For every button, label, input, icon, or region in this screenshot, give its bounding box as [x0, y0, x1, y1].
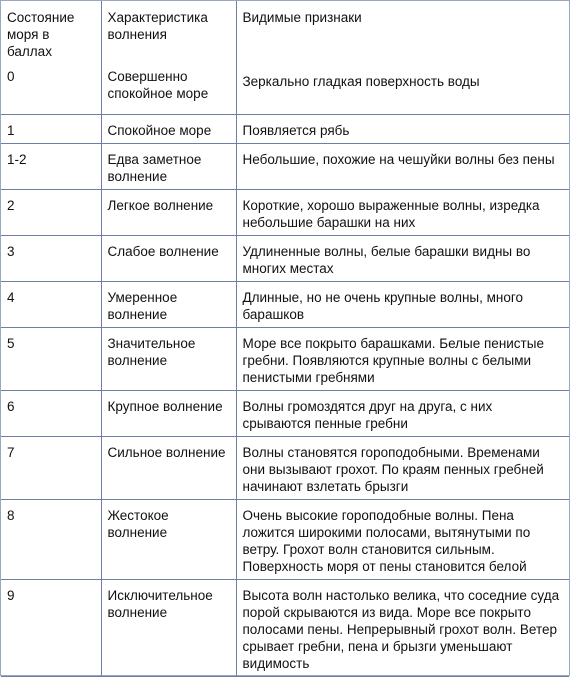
table-header-row	[1, 1, 569, 64]
row-signs: Появляется рябь	[236, 114, 569, 143]
header-sea-state	[1, 1, 101, 64]
row-score: 5	[1, 327, 101, 390]
table-row	[1, 64, 569, 114]
row-signs: Короткие, хорошо выраженные волны, изредка небольшие барашки на них	[236, 189, 569, 235]
row-name: Исключительное волнение	[101, 579, 236, 676]
row-name: Значительное волнение	[101, 327, 236, 390]
row-name: Жестокое волнение	[101, 499, 236, 579]
row-score: 7	[1, 436, 101, 499]
row-signs: Высота волн настолько велика, что соседние суда порой скрываются из вида. Море все покрыто полосами пены. Непрерывный грохот волн. Ветер срывает гребни, пена и брызги уменьшают видимость	[236, 579, 569, 676]
row-name: Крупное волнение	[101, 390, 236, 436]
table-row	[1, 281, 569, 327]
row-score: 3	[1, 235, 101, 281]
table-row	[1, 390, 569, 436]
table-row	[1, 143, 569, 189]
row-score: 2	[1, 189, 101, 235]
row-signs: Очень высокие гороподобные волны. Пена ложится широкими полосами, вытянутыми по ветру. Грохот волн становится сильным. Поверхность моря от пены становится белой	[236, 499, 569, 579]
table-row	[1, 436, 569, 499]
header-visible-signs-label: Видимые признаки	[242, 10, 362, 25]
row-score: 9	[1, 579, 101, 676]
row-name: Совершенно спокойное море	[101, 64, 236, 114]
row-signs: Волны становятся гороподобными. Временами они вызывают грохот. По краям пенных гребней начинают взлетать брызги	[236, 436, 569, 499]
row-signs: Зеркально гладкая поверхность воды	[236, 64, 569, 114]
header-visible-signs	[236, 1, 569, 64]
row-signs: Удлиненные волны, белые барашки видны во многих местах	[236, 235, 569, 281]
table-row	[1, 189, 569, 235]
row-signs: Волны громоздятся друг на друга, с них срываются пенные гребни	[236, 390, 569, 436]
row-score: 4	[1, 281, 101, 327]
header-characteristic	[101, 1, 236, 64]
row-signs: Длинные, но не очень крупные волны, много барашков	[236, 281, 569, 327]
row-score: 0	[1, 64, 101, 114]
table-row	[1, 327, 569, 390]
row-score: 1-2	[1, 143, 101, 189]
row-name: Едва заметное волнение	[101, 143, 236, 189]
header-sea-state-label: Состояние моря в баллах	[7, 10, 75, 59]
table-row	[1, 499, 569, 579]
row-score: 8	[1, 499, 101, 579]
row-signs: Небольшие, похожие на чешуйки волны без пены	[236, 143, 569, 189]
row-name: Слабое волнение	[101, 235, 236, 281]
row-signs: Море все покрыто барашками. Белые пенистые гребни. Появляются крупные волны с белыми пенистыми гребнями	[236, 327, 569, 390]
row-name: Сильное волнение	[101, 436, 236, 499]
row-name: Умеренное волнение	[101, 281, 236, 327]
row-score: 1	[1, 114, 101, 143]
row-score: 6	[1, 390, 101, 436]
row-name: Легкое волнение	[101, 189, 236, 235]
table-row	[1, 114, 569, 143]
header-characteristic-label: Характеристика волнения	[107, 10, 208, 42]
row-name: Спокойное море	[101, 114, 236, 143]
sea-state-table	[1, 1, 569, 677]
table-row	[1, 235, 569, 281]
table-row	[1, 579, 569, 676]
